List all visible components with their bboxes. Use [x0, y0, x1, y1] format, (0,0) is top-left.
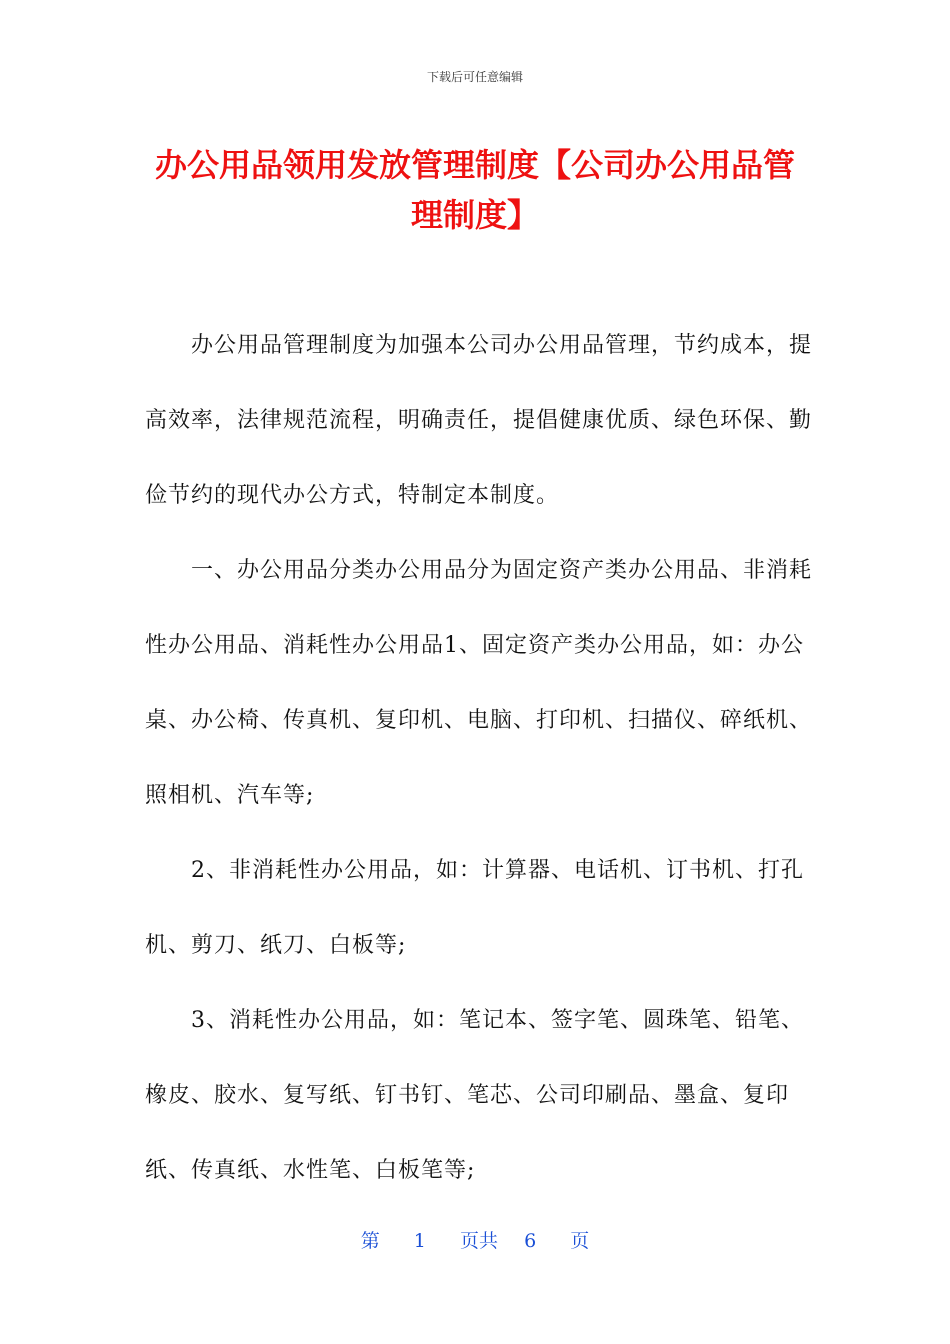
document-title: 办公用品领用发放管理制度【公司办公用品管理制度】 — [154, 146, 795, 234]
footer-label-end: 页 — [570, 1230, 590, 1252]
page-footer — [0, 1226, 950, 1253]
footer-label-page: 第 — [360, 1230, 380, 1252]
document-body — [145, 308, 825, 1208]
paragraph-intro: 办公用品管理制度为加强本公司办公用品管理，节约成本，提高效率，法律规范流程，明确责任，提倡健康优质、绿色环保、勤俭节约的现代办公方式，特制定本制度。 — [145, 333, 813, 508]
header-note: 下载后可任意编辑 — [426, 70, 523, 84]
paragraph-consumables: 3、消耗性办公用品，如：笔记本、签字笔、圆珠笔、铅笔、橡皮、胶水、复写纸、钉书钉、笔芯、公司印刷品、墨盒、复印纸、传真纸、水性笔、白板笔等; — [145, 1008, 804, 1183]
paragraph-non-consumables: 2、非消耗性办公用品，如：计算器、电话机、订书机、打孔机、剪刀、纸刀、白板等; — [145, 858, 804, 958]
footer-total-pages: 6 — [524, 1230, 537, 1252]
paragraph-categories: 一、办公用品分类办公用品分为固定资产类办公用品、非消耗性办公用品、消耗性办公用品1、固定资产类办公用品，如：办公桌、办公椅、传真机、复印机、电脑、打印机、扫描仪、碎纸机、照相机、汽车等; — [145, 558, 813, 808]
footer-label-total: 页共 — [459, 1230, 498, 1252]
footer-current-page: 1 — [413, 1230, 426, 1252]
